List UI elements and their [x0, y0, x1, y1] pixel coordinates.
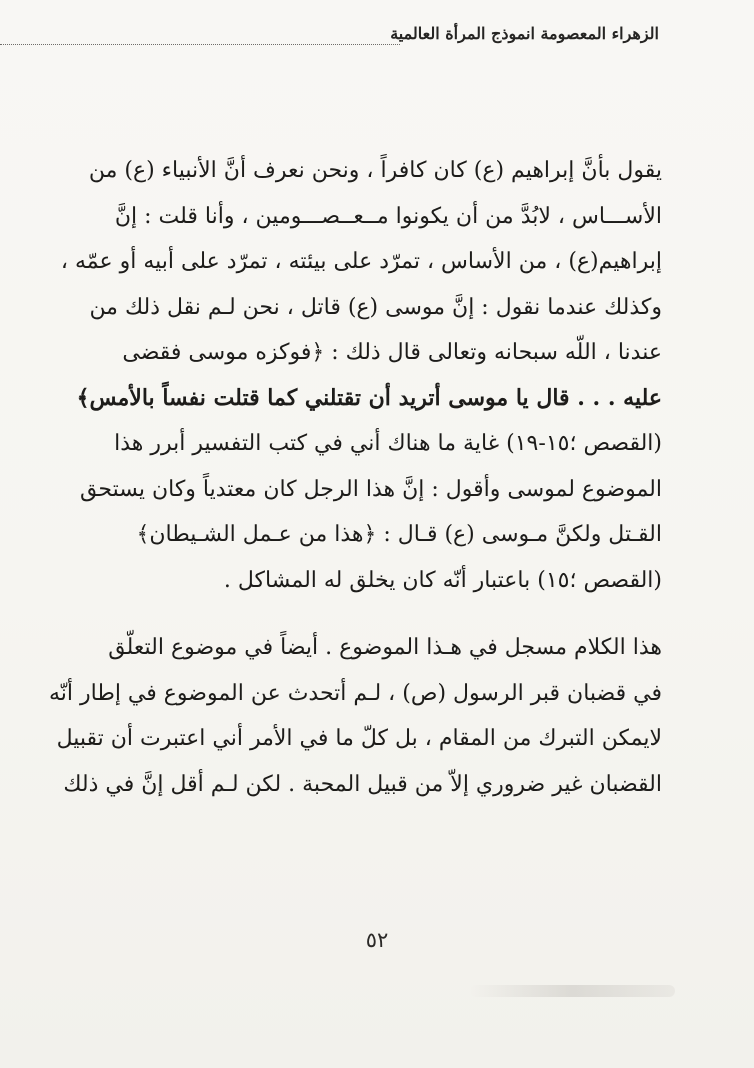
paragraph-gap [88, 603, 662, 625]
text-line: الموضوع لموسى وأقول : إنَّ هذا الرجل كان معتدياً وكان يستحق [80, 476, 662, 502]
text-line: في قضبان قبر الرسول (ص) ، لـم أتحدث عن الموضوع في إطار أنّه [48, 680, 662, 706]
text-line: إبراهيم(ع) ، من الأساس ، تمرّد على بيئته ، تمرّد على أبيه أو عمّه ، [60, 249, 662, 274]
text-line: عندنا ، اللّه سبحانه وتعالى قال ذلك : ﴿فوكزه موسى فقضى [122, 340, 662, 365]
body-text [48, 148, 662, 807]
text-line: وكذلك عندما نقول : إنَّ موسى (ع) قاتل ، نحن لـم نقل ذلك من [89, 294, 662, 320]
text-line: القضبان غير ضروري إلاّ من قبيل المحبة . لكن لـم أقل إنَّ في ذلك [63, 771, 662, 797]
text-line: الأســـاس ، لابُدَّ من أن يكونوا مــعــصـــومين ، وأنا قلت : إنَّ [114, 203, 662, 229]
text-line: (القصص ؛١٥) باعتبار أنّه كان يخلق له المشاكل . [223, 567, 662, 593]
text-line: (القصص ؛١٥-١٩) غاية ما هناك أني في كتب التفسير أبرر هذا [114, 431, 662, 456]
text-line: يقول بأنَّ إبراهيم (ع) كان كافراً ، ونحن نعرف أنَّ الأنبياء (ع) من [88, 158, 662, 183]
header-dotted-leader [0, 44, 400, 45]
page-number: ٥٢ [365, 928, 389, 952]
paragraph-1 [60, 148, 662, 603]
text-line: لايمكن التبرك من المقام ، بل كلّ ما في الأمر أني اعتبرت أن تقبيل [56, 726, 662, 751]
text-line: هذا الكلام مسجل في هـذا الموضوع . أيضاً في موضوع التعلّق [108, 635, 662, 660]
running-header-title: الزهراء المعصومة انموذج المرأة العالمية [390, 24, 659, 43]
paragraph-2 [48, 625, 662, 807]
text-line: القـتل ولكنَّ مـوسى (ع) قـال : ﴿هذا من عـمل الشـيطان﴾ [136, 522, 662, 547]
text-line-quote: عليه . . . قال يا موسى أتريد أن تقتلني كما قتلت نفساً بالأمس﴾ [76, 384, 662, 411]
scan-smudge [470, 985, 675, 997]
